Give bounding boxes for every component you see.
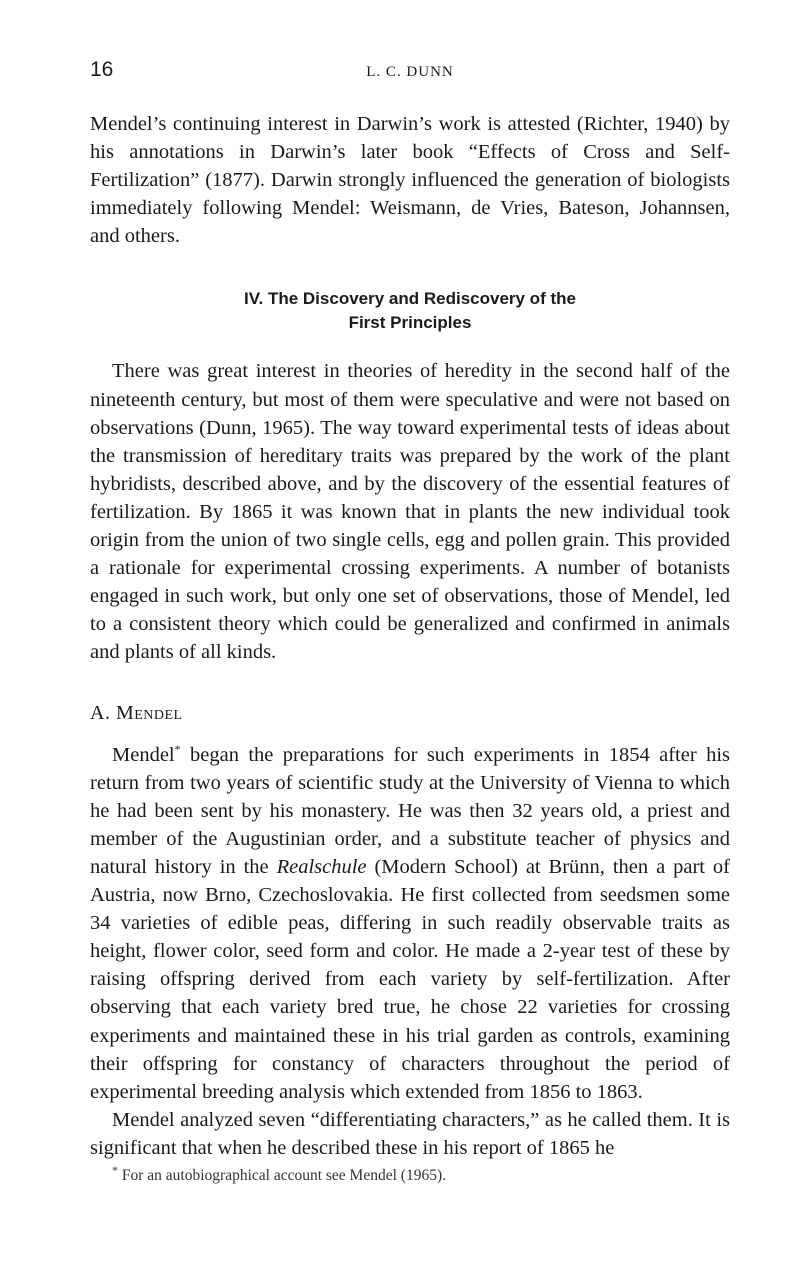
footnote-reference-mark: *: [174, 741, 181, 756]
page-header: [90, 58, 730, 88]
paragraph-mendel-text-1: began the preparations for such experiments in 1854 after his return from two years of scientific study at the University of Vienna to which he had been sent by his monastery. He was then 32 years old, a priest and member of the Augustinian order, and a substitute teacher of physics and natural history in the: [90, 743, 730, 878]
paragraph-heredity-theories: There was great interest in theories of heredity in the second half of the nineteenth century, but most of them were speculative and were not based on observations (Dunn, 1965). The way toward experimental tests of ideas about the transmission of hereditary traits was prepared by the work of the plant hybridists, described above, and by the discovery of the essential features of fertilization. By 1865 it was known that in plants the new individual took origin from the union of two single cells, egg and pollen grain. This provided a rationale for experimental crossing experiments. A number of botanists engaged in such work, but only one set of observations, those of Mendel, led to a consistent theory which could be generalized and confirmed in animals and plants of all kinds.: [90, 360, 730, 664]
page-body: [90, 110, 730, 1186]
subsection-heading: A. Mendel: [90, 701, 183, 724]
footnote-mark: *: [112, 1162, 118, 1177]
section-heading: [90, 287, 730, 335]
page-number: 16: [90, 58, 114, 81]
section-heading-line-1: IV. The Discovery and Rediscovery of the: [244, 289, 576, 309]
paragraph-mendel-start: Mendel: [112, 743, 175, 766]
running-head: L. C. DUNN: [366, 64, 454, 80]
paragraph-differentiating-characters: Mendel analyzed seven “differentiating characters,” as he called them. It is significant that when he described these in his report of 1865 he: [90, 1108, 730, 1159]
footnote: [112, 1162, 730, 1186]
section-heading-line-2: First Principles: [348, 313, 472, 333]
realschule-term: Realschule: [276, 855, 367, 878]
paragraph-darwin-influence: Mendel’s continuing interest in Darwin’s work is attested (Richter, 1940) by his annotations in Darwin’s later book “Effects of Cross and Self-Fertilization” (1877). Darwin strongly influenced the generation of biologists immediately following Mendel: Weismann, de Vries, Bateson, Johannsen, and others.: [90, 113, 730, 248]
paragraph-mendel-experiments: [90, 741, 730, 1106]
footnote-text: For an autobiographical account see Mendel (1965).: [118, 1167, 446, 1184]
paragraph-mendel-text-2: (Modern School) at Brünn, then a part of Austria, now Brno, Czechoslovakia. He first collected from seedsmen some 34 varieties of edible peas, differing in such readily observable traits as height, flower color, seed form and color. He made a 2-year test of these by raising offspring derived from each variety by self-fertilization. After observing that each variety bred true, he chose 22 varieties for crossing experiments and maintained these in his trial garden as controls, examining their offspring for constancy of characters throughout the period of experimental breeding analysis which extended from 1856 to 1863.: [90, 855, 730, 1103]
